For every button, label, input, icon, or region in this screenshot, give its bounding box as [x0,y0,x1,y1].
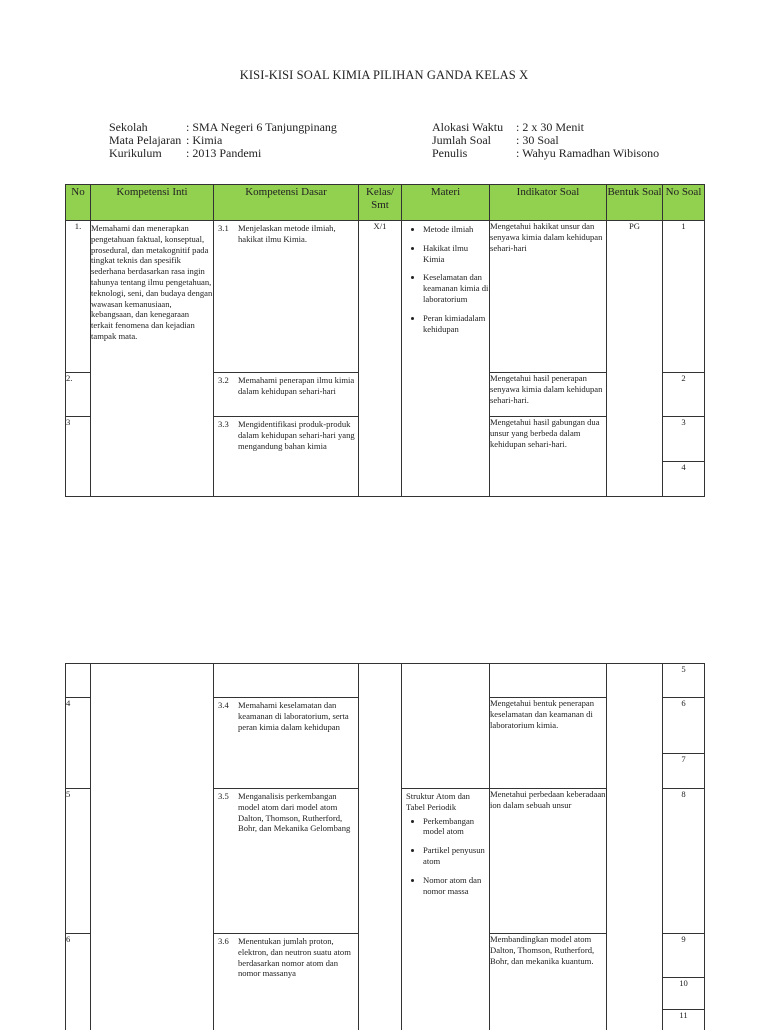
header-value-mata-pelajaran: : Kimia [186,133,223,147]
materi-list [402,816,489,897]
header-left [109,121,337,160]
column-header-no-soal: No Soal [663,185,705,221]
materi-heading: Struktur Atom dan Tabel Periodik [406,791,470,812]
kompetensi-dasar-cell [214,789,359,934]
no-soal-cell: 6 [663,698,705,754]
header-value-kurikulum: : 2013 Pandemi [186,146,262,160]
indikator-cell: Mengetahui hakikat unsur dan senyawa kimia dalam kehidupan sehari-hari [490,221,607,373]
document-title: KISI-KISI SOAL KIMIA PILIHAN GANDA KELAS X [239,68,529,82]
column-header-kompetensi-dasar: Kompetensi Dasar [214,185,359,221]
kompetensi-dasar-cell [214,664,359,698]
kd-text: Menjelaskan metode ilmiah, hakikat ilmu Kimia. [238,223,336,244]
column-header-kelas-smt: Kelas/ Smt [359,185,402,221]
indikator-cell: Membandingkan model atom Dalton, Thomson, Rutherford, Bohr, dan mekanika kuantum. [490,934,607,1030]
indikator-cell: Mengetahui hasil penerapan senyawa kimia dalam kehidupan sehari-hari. [490,373,607,417]
header-label-mata-pelajaran: Mata Pelajaran [109,133,182,147]
bentuk-soal-cell: PG [607,221,663,497]
kisi-kisi-table-page-1 [65,184,705,497]
row-no: 6 [66,934,91,1030]
kd-number: 3.3 [218,419,229,429]
kompetensi-inti-cell [91,221,214,497]
kompetensi-dasar-cell [214,417,359,497]
kd-text: Memahami penerapan ilmu kimia dalam kehidupan sehari-hari [238,375,355,396]
no-soal-cell: 11 [663,1010,705,1030]
header-right [432,121,659,160]
no-soal-cell: 10 [663,978,705,1010]
kd-number: 3.6 [218,936,229,946]
materi-item: • Perkembangan model atom [423,816,489,838]
no-soal-cell: 1 [663,221,705,373]
no-soal-cell: 7 [663,754,705,789]
materi-item: • Nomor atom dan nomor massa [423,875,489,897]
header-value-sekolah: : SMA Negeri 6 Tanjungpinang [186,120,337,134]
kompetensi-dasar-cell [214,698,359,789]
kd-text: Memahami keselamatan dan keamanan di laboratorium, serta peran kimia dalam kehidupan [238,700,349,732]
no-soal-cell: 4 [663,462,705,497]
table-row [66,221,705,373]
table-row [66,664,705,698]
materi-cell [402,789,490,1030]
kd-text: Menentukan jumlah proton, elektron, dan neutron suatu atom berdasarkan nomor atom dan nomor massanya [238,936,351,979]
kd-text: Menganalisis perkembangan model atom dari model atom Dalton, Thomson, Rutherford, Bohr, dan Mekanika Gelombang [238,791,351,834]
materi-list [402,224,489,334]
column-header-kompetensi-inti: Kompetensi Inti [91,185,214,221]
materi-item: • Hakikat ilmu Kimia [423,243,489,265]
kelas-smt-cell: X/1 [359,221,402,497]
kd-number: 3.4 [218,700,229,710]
column-header-bentuk-soal: Bentuk Soal [607,185,663,221]
header-label-alokasi-waktu: Alokasi Waktu [432,120,504,134]
materi-cell [402,221,490,497]
row-no: 4 [66,698,91,789]
kompetensi-dasar-cell [214,221,359,373]
column-header-materi: Materi [402,185,490,221]
column-header-indikator-soal: Indikator Soal [490,185,607,221]
row-no [66,664,91,698]
no-soal-cell: 5 [663,664,705,698]
table-header-row [66,185,705,221]
header-label-penulis: Penulis [432,146,468,160]
kd-number: 3.2 [218,375,229,385]
kd-number: 3.1 [218,223,229,233]
kelas-smt-cell [359,664,402,1030]
row-no: 3 [66,417,91,497]
column-header-no: No [66,185,91,221]
materi-item: • Metode ilmiah [423,224,489,235]
header-value-jumlah-soal: : 30 Soal [516,133,559,147]
header-label-jumlah-soal: Jumlah Soal [432,133,491,147]
header-label-sekolah: Sekolah [109,120,148,134]
header-label-kurikulum: Kurikulum [109,146,162,160]
kompetensi-dasar-cell [214,373,359,417]
kd-number: 3.5 [218,791,229,801]
no-soal-cell: 8 [663,789,705,934]
indikator-cell: Mengetahui bentuk penerapan keselamatan dan keamanan di laboratorium kimia. [490,698,607,789]
kompetensi-inti-cell [91,664,214,1030]
row-no: 2. [66,373,91,417]
row-no: 1. [66,221,91,373]
materi-item: • Peran kimiadalam kehidupan [423,313,489,335]
materi-cell [402,664,490,789]
materi-item: • Partikel penyusun atom [423,845,489,867]
materi-item: • Keselamatan dan keamanan kimia di laboratorium [423,272,489,304]
no-soal-cell: 9 [663,934,705,978]
header-value-alokasi-waktu: : 2 x 30 Menit [516,120,584,134]
indikator-cell: Menetahui perbedaan keberadaan ion dalam sebuah unsur [490,789,607,934]
no-soal-cell: 3 [663,417,705,462]
header-value-penulis: : Wahyu Ramadhan Wibisono [516,146,660,160]
kd-text: Mengidentifikasi produk-produk dalam kehidupan sehari-hari yang mengandung bahan kimia [238,419,355,451]
kisi-kisi-table-page-2 [65,663,705,1030]
indikator-cell: Mengetahui hasil gabungan dua unsur yang berbeda dalam kehidupan sehari-hari. [490,417,607,497]
kompetensi-dasar-cell [214,934,359,1030]
kompetensi-inti-text: Memahami dan menerapkan pengetahuan faktual, konseptual, prosedural, dan metakognitif pada tingkat teknis dan spesifik sederhana berdasarkan rasa ingin tahunya tentang ilmu pengetahuan, teknologi, seni, dan budaya dengan wawasan kemanusiaan, kebangsaan, dan kenegaraan terkait fenomena dan kejadian tampak mata. [91,223,213,341]
indikator-cell [490,664,607,698]
no-soal-cell: 2 [663,373,705,417]
bentuk-soal-cell [607,664,663,1030]
row-no: 5 [66,789,91,934]
